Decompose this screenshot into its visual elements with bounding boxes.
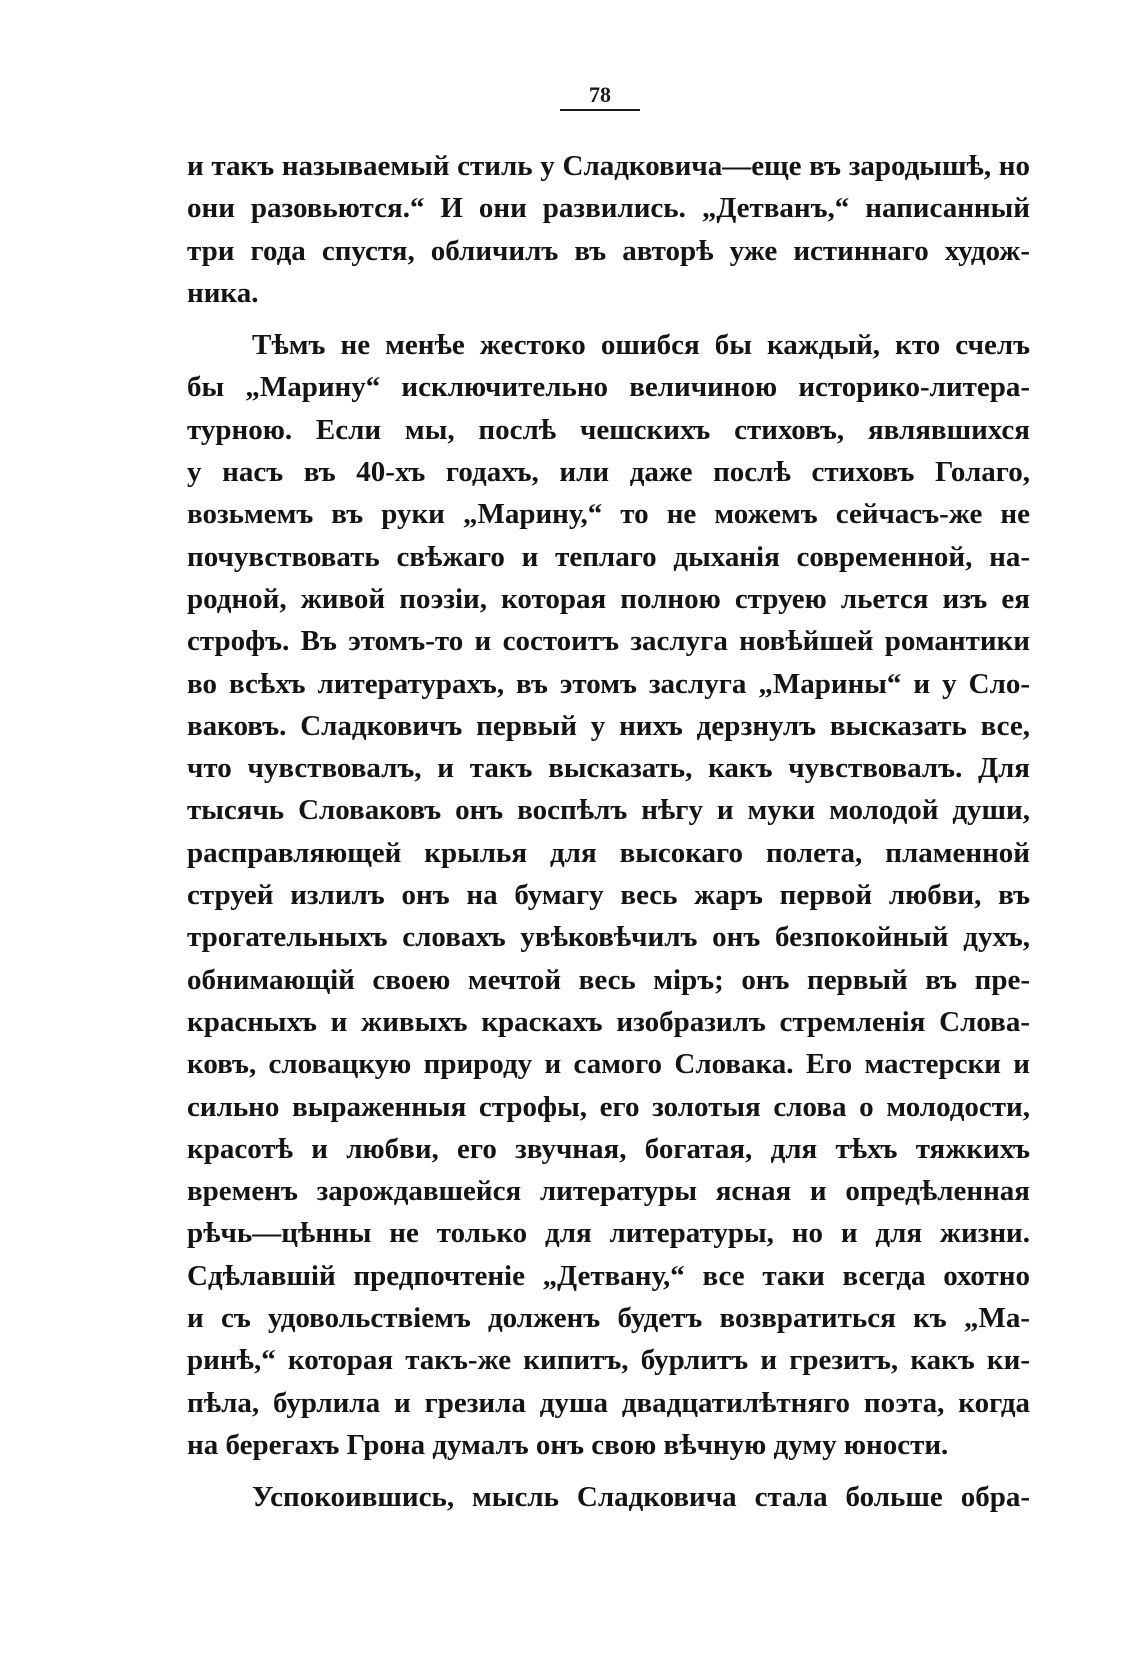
text-line: струей излилъ онъ на бумагу весь жаръ первой любви, въ [187,879,1030,912]
paragraph-3 [187,1476,1030,1518]
text-line: Тѣмъ не менѣе жестоко ошибся бы каждый, кто счелъ [252,329,1030,362]
text-line: пѣла, бурлила и грезила душа двадцатилѣтняго поэта, когда [187,1386,1030,1419]
text-line: Успокоившись, мысль Сладковича стала больше обра- [252,1481,1030,1514]
text-line: и такъ называемый стиль у Сладковича—еще въ зародышѣ, но [187,150,1030,182]
text-line: ника. [187,276,259,309]
text-line: строфъ. Въ этомъ-то и состоитъ заслуга новѣйшей романтики [187,625,1030,658]
text-line: временъ зарождавшейся литературы ясная и опредѣленная [187,1175,1030,1208]
text-line: ковъ, словацкую природу и самого Словака. Его мастерски и [187,1048,1030,1081]
paragraph-2 [187,324,1030,1466]
text-line: у насъ въ 40-хъ годахъ, или даже послѣ стиховъ Голаго, [187,456,1030,489]
text-line: сильно выраженныя строфы, его золотыя слова о молодости, [187,1090,1030,1123]
text-line: рѣчь—цѣнны не только для литературы, но и для жизни. [187,1217,1030,1250]
text-line: на берегахъ Грона думалъ онъ свою вѣчную думу юности. [187,1428,949,1461]
text-line: красныхъ и живыхъ краскахъ изобразилъ стремленія Слова- [187,1005,1030,1038]
body-text [187,145,1030,1519]
text-line: возьмемъ въ руки „Марину,“ то не можемъ сейчасъ-же не [187,498,1030,531]
text-line: и съ удовольствіемъ долженъ будетъ возвратиться къ „Ма- [187,1302,1030,1335]
text-line: ринѣ,“ которая такъ-же кипитъ, бурлитъ и грезитъ, какъ ки- [187,1344,1030,1377]
text-line: родной, живой поэзіи, которая полною струею льется изъ ея [187,582,1030,615]
text-line: три года спустя, обличилъ въ авторѣ уже истиннаго худож- [187,234,1030,267]
text-line: почувствовать свѣжаго и теплаго дыханія современной, на- [187,540,1030,573]
text-line: ваковъ. Сладковичъ первый у нихъ дерзнулъ высказать все, [187,709,1030,742]
text-line: расправляющей крылья для высокаго полета, пламенной [187,836,1030,869]
text-line: что чувствовалъ, и такъ высказать, какъ чувствовалъ. Для [187,752,1030,785]
text-line: красотѣ и любви, его звучная, богатая, для тѣхъ тяжкихъ [187,1132,1030,1165]
text-line: Сдѣлавшій предпочтеніе „Детвану,“ все таки всегда охотно [187,1259,1030,1292]
text-line: турною. Если мы, послѣ чешскихъ стиховъ, являвшихся [187,413,1030,446]
text-line: во всѣхъ литературахъ, въ этомъ заслуга „Марины“ и у Сло- [187,667,1030,700]
text-line: тысячь Словаковъ онъ воспѣлъ нѣгу и муки молодой души, [187,794,1030,827]
page-number-rule [560,109,640,111]
text-line: трогательныхъ словахъ увѣковѣчилъ онъ безпокойный духъ, [187,921,1030,954]
text-line: они разовьются.“ И они развились. „Детванъ,“ написанный [187,192,1030,225]
text-line: бы „Марину“ исключительно величиною историко-литера- [187,371,1030,404]
text-line: обнимающій своею мечтой весь міръ; онъ первый въ пре- [187,963,1030,996]
page-number: 78 [589,82,611,107]
paragraph-1 [187,145,1030,314]
